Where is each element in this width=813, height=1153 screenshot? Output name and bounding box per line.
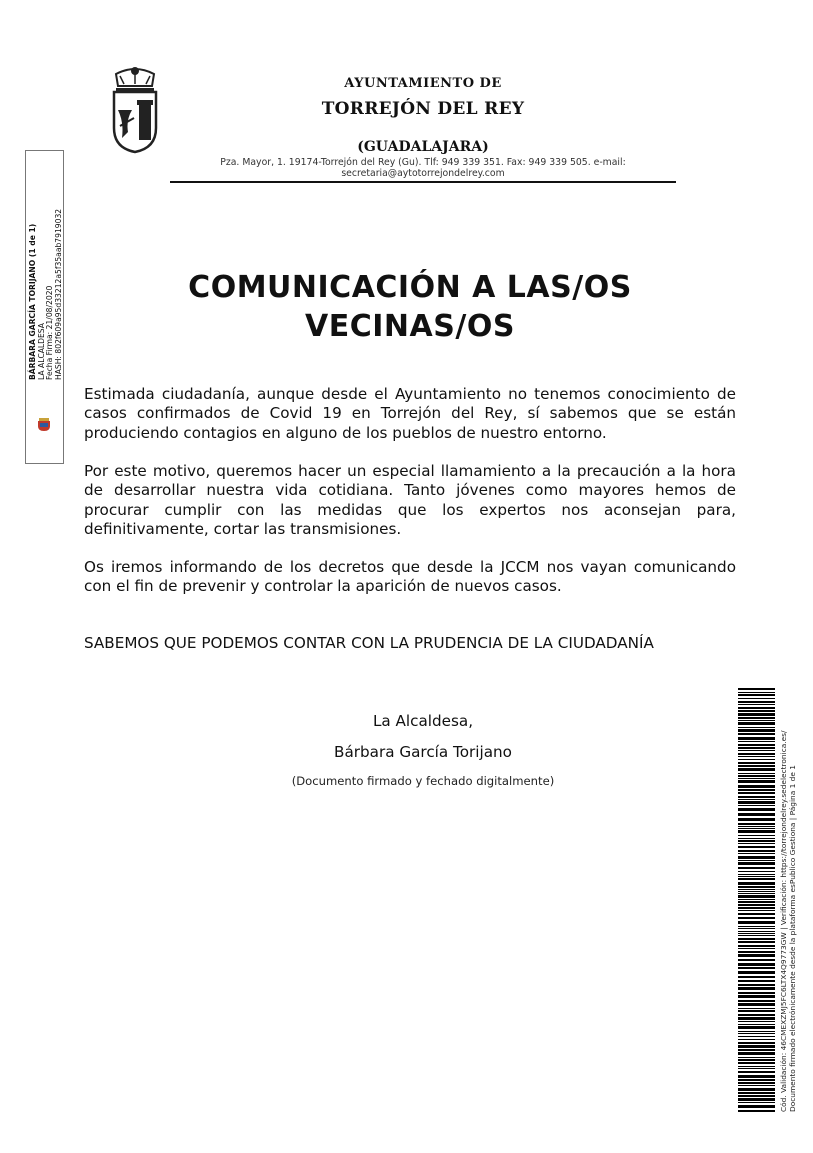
barcode-bar [738, 1071, 775, 1073]
barcode-bar [738, 801, 775, 804]
shield-icon [36, 416, 52, 432]
municipal-crest-logo [106, 66, 164, 154]
barcode-bar [738, 710, 775, 712]
barcode-bar [738, 891, 775, 892]
barcode-bar [738, 954, 775, 957]
barcode-bar [738, 778, 775, 779]
barcode-bar [738, 808, 775, 811]
barcode-bar [738, 1095, 775, 1097]
barcode-bar [738, 1059, 775, 1061]
barcode-bar [738, 1010, 775, 1012]
barcode-bar [738, 910, 775, 911]
barcode-bar [738, 886, 775, 888]
verification-barcode [738, 688, 775, 1114]
barcode-bar [738, 928, 775, 929]
verification-line-2: Documento firmado electrónicamente desde la plataforma esPublico Gestiona | Página 1 de 1 [787, 765, 797, 1112]
barcode-bar [738, 1003, 775, 1006]
barcode-bar [738, 987, 775, 990]
barcode-bar [738, 768, 775, 771]
barcode-bar [738, 733, 775, 735]
barcode-bar [738, 1088, 775, 1091]
barcode-bar [738, 901, 775, 903]
stamp-date: Fecha Firma: 21/08/2020 [45, 285, 55, 380]
barcode-bar [738, 945, 775, 947]
header-divider [170, 181, 676, 183]
barcode-bar [738, 1017, 775, 1020]
verification-text [780, 731, 797, 1112]
body-paragraph-3: Os iremos informando de los decretos que desde la JCCM nos vayan comunicando con el fin de prevenir y controlar la aparición de nuevos casos. [84, 558, 736, 596]
barcode-bar [738, 895, 775, 898]
barcode-bar [738, 938, 775, 940]
barcode-bar [738, 1062, 775, 1064]
title-line-1: COMUNICACIÓN A LAS/OS [188, 270, 632, 305]
barcode-bar [738, 976, 775, 978]
barcode-bar [738, 737, 775, 740]
barcode-bar [738, 853, 775, 854]
barcode-bar [738, 688, 775, 690]
barcode-bar [738, 1031, 775, 1032]
closing-statement: SABEMOS QUE PODEMOS CONTAR CON LA PRUDENCIA DE LA CIUDADANÍA [84, 634, 654, 652]
page-title [100, 268, 720, 346]
barcode-bar [738, 926, 775, 927]
barcode-bar [738, 984, 775, 986]
barcode-bar [738, 921, 775, 924]
barcode-bar [738, 1021, 775, 1022]
barcode-bar [738, 780, 775, 783]
barcode-bar [738, 876, 775, 877]
barcode-bar [738, 773, 775, 774]
barcode-bar [738, 828, 775, 829]
barcode-bar [738, 1014, 775, 1016]
barcode-bar [738, 1052, 775, 1055]
barcode-bar [738, 959, 775, 961]
barcode-bar [738, 931, 775, 932]
title-line-2: VECINAS/OS [305, 309, 515, 344]
barcode-bar [738, 941, 775, 943]
barcode-bar [738, 874, 775, 875]
barcode-bar [738, 704, 775, 705]
barcode-bar [738, 785, 775, 788]
barcode-bar [738, 913, 775, 915]
barcode-bar [738, 1057, 775, 1058]
barcode-bar [738, 1036, 775, 1037]
barcode-bar [738, 893, 775, 894]
body-paragraph-2: Por este motivo, queremos hacer un especial llamamiento a la precaución a la hora de desarrollar nuestra vida cotidiana. Tanto jóvenes como mayores hemos de procurar cumplir con las medidas que los expertos nos aconsejan para, definitivamente, cortar las transmisiones. [84, 462, 736, 539]
barcode-bar [738, 729, 775, 732]
barcode-bar [738, 826, 775, 827]
barcode-bar [738, 840, 775, 842]
barcode-bar [738, 856, 775, 859]
header-line-province: (GUADALAJARA) [357, 139, 489, 155]
barcode-bar [738, 1049, 775, 1051]
barcode-bar [738, 846, 775, 848]
barcode-bar [738, 727, 775, 728]
barcode-bar [738, 830, 775, 833]
barcode-bar [738, 799, 775, 800]
verification-line-1: Cód. Validación: 46CMEXZMJ5FC6LTX4Q9773GW | Verificación: https://torrejondelrey.sedelectronica.es/ [779, 730, 788, 1112]
barcode-bar [738, 1039, 775, 1040]
barcode-bar [738, 792, 775, 794]
barcode-bar [738, 741, 775, 742]
barcode-bar [738, 753, 775, 755]
barcode-bar [738, 917, 775, 919]
barcode-bar [738, 1042, 775, 1044]
barcode-bar [738, 948, 775, 949]
barcode-bar [738, 1098, 775, 1101]
barcode-bar [738, 759, 775, 760]
barcode-bar [738, 1008, 775, 1009]
signature-name: Bárbara García Torijano [334, 743, 512, 761]
barcode-bar [738, 904, 775, 906]
barcode-bar [738, 1085, 775, 1086]
barcode-bar [738, 713, 775, 716]
barcode-bar [738, 762, 775, 764]
barcode-bar [738, 1075, 775, 1078]
barcode-bar [738, 1082, 775, 1084]
barcode-bar [738, 698, 775, 699]
barcode-bar [738, 1102, 775, 1103]
barcode-bar [738, 1066, 775, 1067]
barcode-bar [738, 701, 775, 703]
barcode-bar [738, 1068, 775, 1069]
barcode-bar [738, 1105, 775, 1108]
barcode-bar [738, 722, 775, 725]
barcode-bar [738, 889, 775, 890]
body-paragraph-1: Estimada ciudadanía, aunque desde el Ayuntamiento no tenemos conocimiento de casos confirmados de Covid 19 en Torrejón del Rey, sí sabemos que se están produciendo contagios en alguno de los pueblos de nuestro entorno. [84, 385, 736, 442]
barcode-bar [738, 878, 775, 880]
barcode-bar [738, 823, 775, 825]
barcode-bar [738, 1024, 775, 1025]
barcode-bar [738, 995, 775, 998]
signature-note: (Documento firmado y fechado digitalmente) [291, 774, 555, 788]
barcode-bar [738, 835, 775, 836]
barcode-bar [738, 971, 775, 974]
barcode-bar [738, 756, 775, 757]
header-line-town: TORREJÓN DEL REY [321, 99, 525, 119]
barcode-bar [738, 1026, 775, 1029]
barcode-bar [738, 963, 775, 966]
barcode-bar [738, 1000, 775, 1002]
barcode-bar [738, 882, 775, 885]
barcode-bar [738, 951, 775, 953]
barcode-bar [738, 967, 775, 969]
barcode-bar [738, 899, 775, 900]
barcode-bar [738, 1092, 775, 1094]
barcode-bar [738, 717, 775, 719]
barcode-bar [738, 796, 775, 798]
barcode-bar [738, 818, 775, 821]
barcode-bar [738, 992, 775, 994]
signature-role: La Alcaldesa, [372, 712, 474, 730]
barcode-bar [738, 843, 775, 844]
barcode-bar [738, 744, 775, 746]
barcode-bar [738, 775, 775, 777]
barcode-bar [738, 765, 775, 767]
barcode-bar [738, 867, 775, 869]
stamp-signer: BÁRBARA GARCÍA TORIJANO (1 de 1) [28, 223, 37, 380]
barcode-bar [738, 805, 775, 806]
barcode-bar [738, 750, 775, 751]
barcode-bar [738, 871, 775, 872]
barcode-bar [738, 933, 775, 934]
barcode-bar [738, 907, 775, 909]
barcode-bar [738, 1079, 775, 1081]
barcode-bar [738, 980, 775, 982]
barcode-bar [738, 1033, 775, 1034]
address-line-1: Pza. Mayor, 1. 19174-Torrejón del Rey (Gu). Tlf: 949 339 351. Fax: 949 339 505. e-mail: [220, 157, 626, 168]
header-address [170, 157, 676, 179]
barcode-bar [738, 747, 775, 749]
stamp-role: LA ALCALDESA [36, 323, 46, 380]
address-line-2: secretaria@aytotorrejondelrey.com [341, 168, 505, 179]
barcode-bar [738, 860, 775, 861]
barcode-bar [738, 850, 775, 852]
barcode-bar [738, 813, 775, 816]
signature-stamp-text [29, 209, 63, 380]
barcode-bar [738, 935, 775, 936]
barcode-bar [738, 707, 775, 709]
barcode-bar [738, 692, 775, 693]
barcode-bar [738, 720, 775, 721]
barcode-bar [738, 789, 775, 791]
header-line-ayuntamiento: AYUNTAMIENTO DE [344, 76, 502, 91]
barcode-bar [738, 694, 775, 696]
barcode-bar [738, 1045, 775, 1048]
barcode-bar [738, 862, 775, 865]
barcode-bar [738, 838, 775, 839]
stamp-hash: HASH: 802f609a95d33212a5f35aab7919032 [53, 208, 63, 380]
barcode-bar [738, 1110, 775, 1112]
